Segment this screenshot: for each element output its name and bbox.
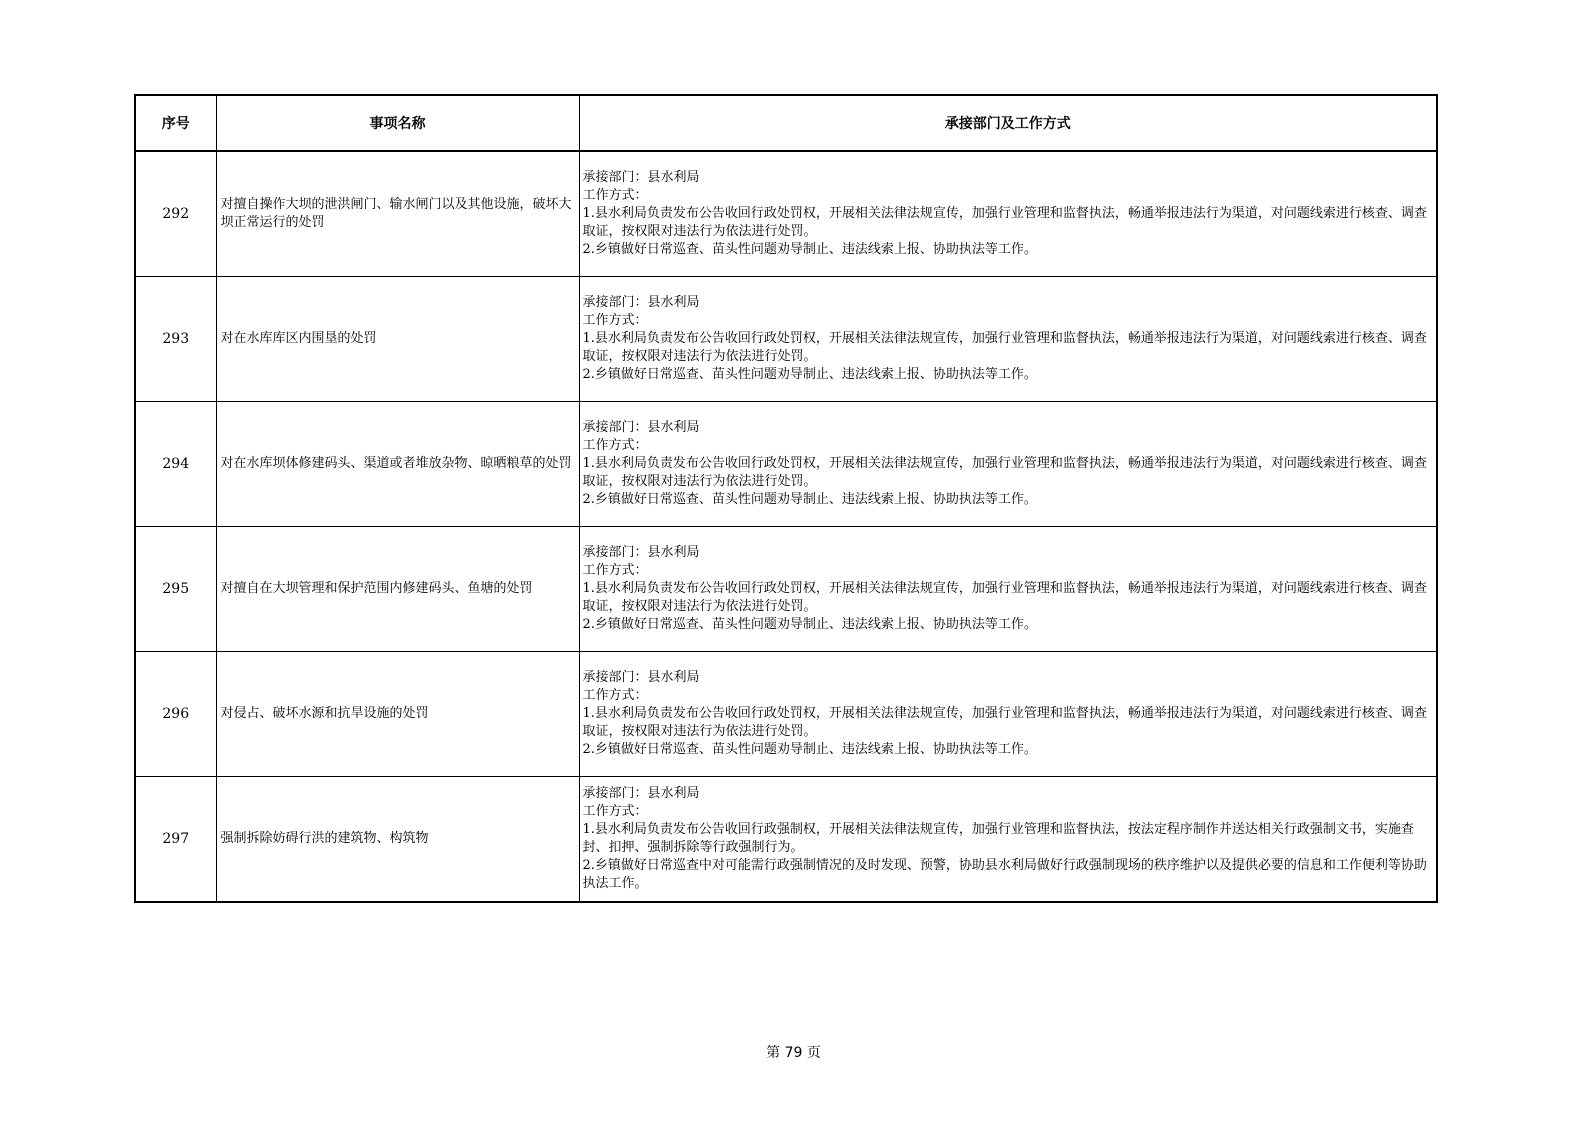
table-row	[135, 151, 1437, 277]
work-method-label: 工作方式：	[582, 563, 648, 578]
row-department-method	[579, 151, 1437, 277]
row-department-method	[579, 402, 1437, 527]
row-serial-number: 297	[135, 777, 216, 903]
work-method-step-2: 2.乡镇做好日常巡查、苗头性问题劝导制止、违法线索上报、协助执法等工作。	[582, 367, 1037, 382]
row-item-name: 强制拆除妨碍行洪的建筑物、构筑物	[216, 777, 579, 903]
department-line: 承接部门：县水利局	[582, 545, 700, 560]
header-department-method: 承接部门及工作方式	[579, 95, 1437, 151]
work-method-step-2: 2.乡镇做好日常巡查、苗头性问题劝导制止、违法线索上报、协助执法等工作。	[582, 617, 1037, 632]
department-line: 承接部门：县水利局	[582, 170, 700, 185]
row-department-method	[579, 277, 1437, 402]
work-method-label: 工作方式：	[582, 313, 648, 328]
table-row	[135, 277, 1437, 402]
work-method-step-2: 2.乡镇做好日常巡查、苗头性问题劝导制止、违法线索上报、协助执法等工作。	[582, 742, 1037, 757]
matters-table	[134, 94, 1438, 903]
row-item-name: 对在水库坝体修建码头、渠道或者堆放杂物、晾晒粮草的处罚	[216, 402, 579, 527]
row-serial-number: 294	[135, 402, 216, 527]
header-serial-number: 序号	[135, 95, 216, 151]
page-number: 第 79 页	[766, 1045, 821, 1061]
work-method-label: 工作方式：	[582, 188, 648, 203]
table-row	[135, 402, 1437, 527]
work-method-step-1: 1.县水利局负责发布公告收回行政处罚权，开展相关法律法规宣传，加强行业管理和监督执法，畅通举报违法行为渠道，对问题线索进行核查、调查取证，按权限对违法行为依法进行处罚。	[582, 456, 1427, 489]
work-method-step-1: 1.县水利局负责发布公告收回行政处罚权，开展相关法律法规宣传，加强行业管理和监督执法，畅通举报违法行为渠道，对问题线索进行核查、调查取证，按权限对违法行为依法进行处罚。	[582, 706, 1427, 739]
row-department-method	[579, 527, 1437, 652]
table-row	[135, 527, 1437, 652]
work-method-label: 工作方式：	[582, 438, 648, 453]
work-method-step-2: 2.乡镇做好日常巡查、苗头性问题劝导制止、违法线索上报、协助执法等工作。	[582, 242, 1037, 257]
work-method-label: 工作方式：	[582, 804, 648, 819]
department-line: 承接部门：县水利局	[582, 786, 700, 801]
row-item-name: 对侵占、破坏水源和抗旱设施的处罚	[216, 652, 579, 777]
row-serial-number: 296	[135, 652, 216, 777]
row-serial-number: 293	[135, 277, 216, 402]
work-method-step-2: 2.乡镇做好日常巡查中对可能需行政强制情况的及时发现、预警，协助县水利局做好行政强制现场的秩序维护以及提供必要的信息和工作便利等协助执法工作。	[582, 858, 1427, 891]
work-method-step-1: 1.县水利局负责发布公告收回行政强制权，开展相关法律法规宣传，加强行业管理和监督执法，按法定程序制作并送达相关行政强制文书，实施查封、扣押、强制拆除等行政强制行为。	[582, 822, 1414, 855]
work-method-label: 工作方式：	[582, 688, 648, 703]
row-department-method	[579, 652, 1437, 777]
department-line: 承接部门：县水利局	[582, 670, 700, 685]
work-method-step-1: 1.县水利局负责发布公告收回行政处罚权，开展相关法律法规宣传，加强行业管理和监督执法，畅通举报违法行为渠道，对问题线索进行核查、调查取证，按权限对违法行为依法进行处罚。	[582, 581, 1427, 614]
work-method-step-2: 2.乡镇做好日常巡查、苗头性问题劝导制止、违法线索上报、协助执法等工作。	[582, 492, 1037, 507]
table-header-row	[135, 95, 1437, 151]
work-method-step-1: 1.县水利局负责发布公告收回行政处罚权，开展相关法律法规宣传，加强行业管理和监督执法，畅通举报违法行为渠道，对问题线索进行核查、调查取证，按权限对违法行为依法进行处罚。	[582, 206, 1427, 239]
row-item-name: 对擅自操作大坝的泄洪闸门、输水闸门以及其他设施，破坏大坝正常运行的处罚	[216, 151, 579, 277]
row-item-name: 对在水库库区内围垦的处罚	[216, 277, 579, 402]
work-method-step-1: 1.县水利局负责发布公告收回行政处罚权，开展相关法律法规宣传，加强行业管理和监督执法，畅通举报违法行为渠道，对问题线索进行核查、调查取证，按权限对违法行为依法进行处罚。	[582, 331, 1427, 364]
row-item-name: 对擅自在大坝管理和保护范围内修建码头、鱼塘的处罚	[216, 527, 579, 652]
row-serial-number: 292	[135, 151, 216, 277]
table-row	[135, 652, 1437, 777]
matters-table-container	[134, 94, 1436, 903]
row-serial-number: 295	[135, 527, 216, 652]
department-line: 承接部门：县水利局	[582, 295, 700, 310]
table-row	[135, 777, 1437, 903]
row-department-method	[579, 777, 1437, 903]
header-item-name: 事项名称	[216, 95, 579, 151]
department-line: 承接部门：县水利局	[582, 420, 700, 435]
